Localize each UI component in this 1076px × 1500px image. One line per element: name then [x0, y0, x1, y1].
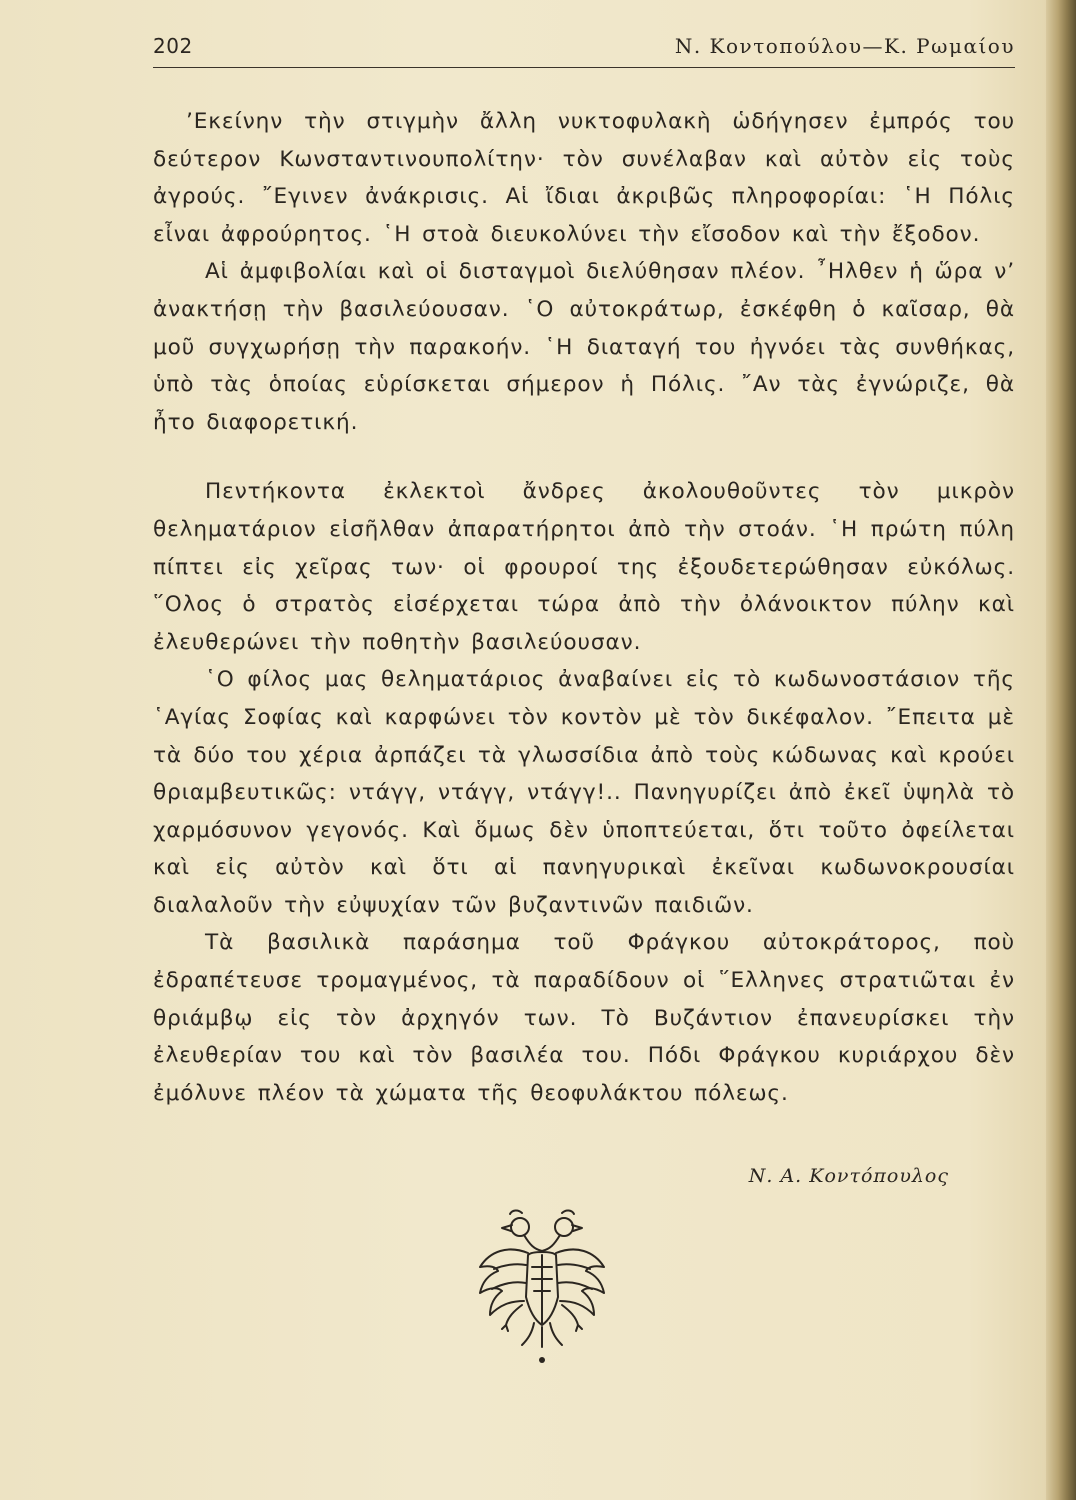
- page-header: [153, 34, 1015, 64]
- page-number: 202: [153, 34, 193, 58]
- double-headed-eagle-icon: [472, 1205, 612, 1370]
- paragraph: ῾Ο φίλος μας θεληματάριος ἀναβαίνει εἰς τὸ κωδωνοστάσιον τῆς ῾Αγίας Σοφίας καὶ καρφώνει τὸν κοντὸν μὲ τὸν δικέφαλον. ῎Επειτα μὲ τὰ δύο του χέρια ἀρπάζει τὰ γλωσσίδια ἀπὸ τοὺς κώδωνας καὶ κρούει θριαμβευτικῶς: ντάγγ, ντάγγ, ντάγγ!.. Πανηγυρίζει ἀπὸ ἐκεῖ ὑψηλὰ τὸ χαρμόσυνον γεγονός. Καὶ ὅμως δὲν ὑποπτεύεται, ὅτι τοῦτο ὀφείλεται καὶ εἰς αὐτὸν καὶ ὅτι αἱ πανηγυρικαὶ ἐκεῖναι κωδωνοκρουσίαι διαλαλοῦν τὴν εὐψυχίαν τῶν βυζαντινῶν παιδιῶν.: [153, 667, 1015, 918]
- paragraph: ’Εκείνην τὴν στιγμὴν ἄλλη νυκτοφυλακὴ ὡδήγησεν ἐμπρός του δεύτερον Κωνσταντινουπολίτην· τὸν συνέλαβαν καὶ αὐτὸν εἰς τοὺς ἀγρούς. ῎Εγινεν ἀνάκρισις. Αἱ ἴδιαι ἀκριβῶς πληροφορίαι: ῾Η Πόλις εἶναι ἀφρούρητος. ῾Η στοὰ διευκολύνει τὴν εἴσοδον καὶ τὴν ἔξοδον.: [153, 109, 1015, 247]
- paragraph: Τὰ βασιλικὰ παράσημα τοῦ Φράγκου αὐτοκράτορος, ποὺ ἐδραπέτευσε τρομαγμένος, τὰ παραδίδουν οἱ ῞Ελληνες στρατιῶται ἐν θριάμβῳ εἰς τὸν ἀρχηγόν των. Τὸ Βυζάντιον ἐπανευρίσκει τὴν ἐλευθερίαν του καὶ τὸν βασιλέα του. Πόδι Φράγκου κυριάρχου δὲν ἐμόλυνε πλέον τὰ χώματα τῆς θεοφυλάκτου πόλεως.: [153, 930, 1015, 1106]
- page-edge-shadow: [1046, 0, 1076, 1500]
- paragraph: Αἱ ἀμφιβολίαι καὶ οἱ δισταγμοὶ διελύθησαν πλέον. ῏Ηλθεν ἡ ὥρα ν’ ἀνακτήσῃ τὴν βασιλεύουσαν. ῾Ο αὐτοκράτωρ, ἐσκέφθη ὁ καῖσαρ, θὰ μοῦ συγχωρήσῃ τὴν παρακοήν. ῾Η διαταγή του ἠγνόει τὰς συνθήκας, ὑπὸ τὰς ὁποίας εὑρίσκεται σήμερον ἡ Πόλις. ῎Αν τὰς ἐγνώριζε, θὰ ἦτο διαφορετική.: [153, 259, 1015, 435]
- header-rule: [153, 67, 1015, 68]
- ornament-dot: [539, 1357, 545, 1363]
- author-signature: Ν. Α. Κοντόπουλος: [748, 1165, 949, 1187]
- paragraph: Πεντήκοντα ἐκλεκτοὶ ἄνδρες ἀκολουθοῦντες τὸν μικρὸν θεληματάριον εἰσῆλθαν ἀπαρατήρητοι ἀπὸ τὴν στοάν. ῾Η πρώτη πύλη πίπτει εἰς χεῖρας των· οἱ φρουροί της ἐξουδετερώθησαν εὐκόλως. ῞Ολος ὁ στρατὸς εἰσέρχεται τώρα ἀπὸ τὴν ὀλάνοικτον πύλην καὶ ἐλευθερώνει τὴν ποθητὴν βασιλεύουσαν.: [153, 479, 1015, 655]
- article-body: [153, 103, 1015, 1112]
- running-head: Ν. Κοντοπούλου—Κ. Ρωμαίου: [674, 34, 1015, 58]
